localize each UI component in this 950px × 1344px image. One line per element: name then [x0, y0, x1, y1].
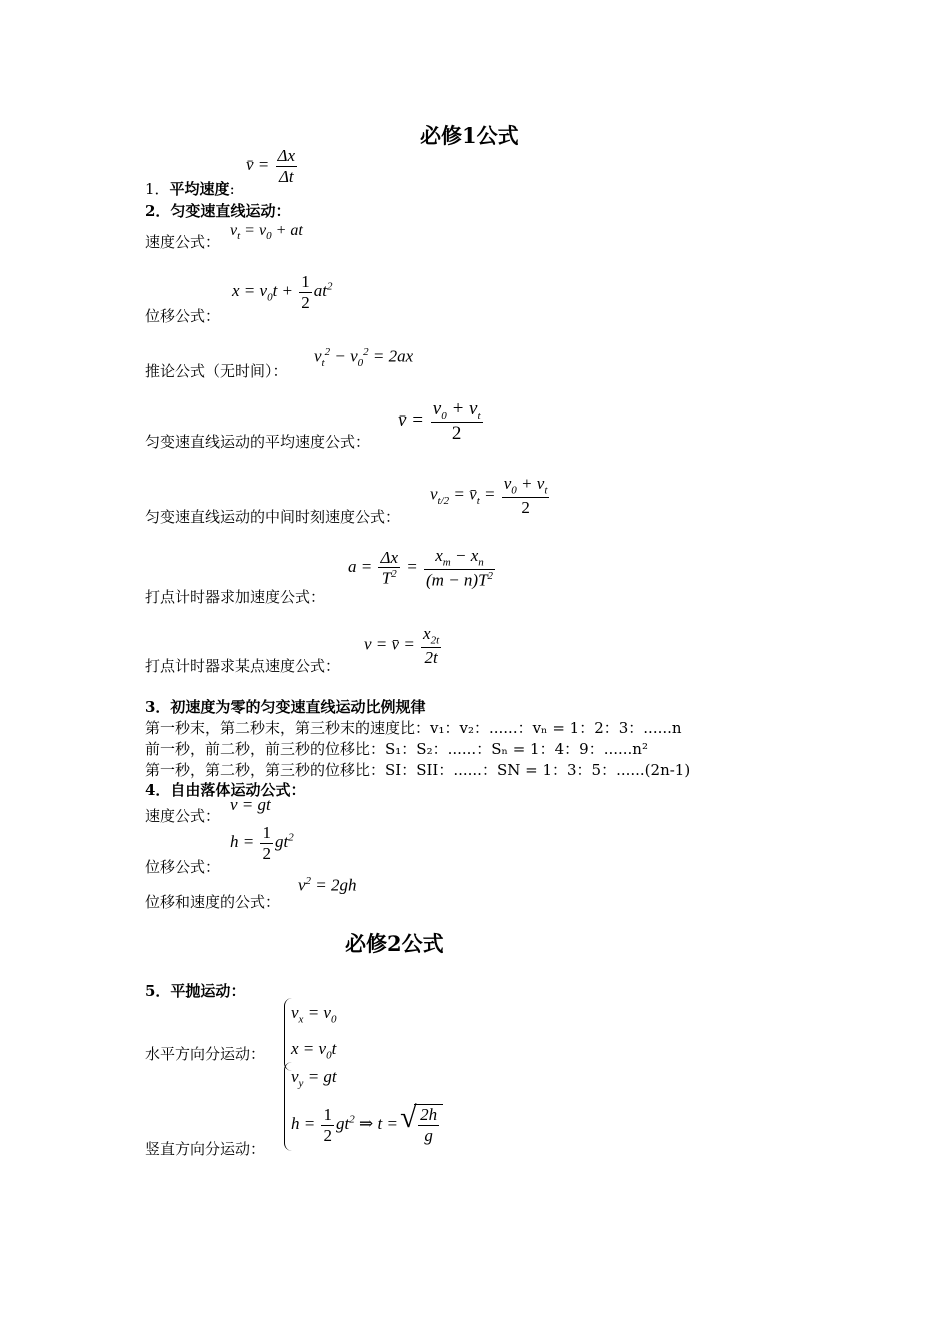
- label-horizontal-motion: 水平方向分运动：: [145, 1045, 266, 1063]
- label-free-fall-dv: 位移和速度的公式：: [145, 893, 281, 911]
- section-1-heading: 1．平均速度:: [145, 180, 235, 198]
- section-2-heading: 2．匀变速直线运动：: [145, 202, 291, 220]
- formula-timer-acceleration: a = $\frac{\Delta x}{T^2}$ = $\frac{x_m - x_n}{(m - n)T^2}$: [348, 546, 494, 590]
- formula-avg-velocity: v̄ = $\frac{v_0 + v_t}{2}$: [398, 398, 481, 445]
- formula-speed: $v_t = v_0$ + at: [230, 222, 303, 243]
- formula-free-fall-displacement: h = $\frac{1}{2}$ $gt^2$: [230, 823, 294, 863]
- ratio-velocity: 第一秒末，第二秒末，第三秒末的速度比：v₁：v₂：......：vₙ = 1：2：3：......n: [145, 719, 682, 737]
- label-avg-velocity: 匀变速直线运动的平均速度公式：: [145, 433, 371, 451]
- formula-inference: $v_t^2 - v_0^2 = 2ax$: [314, 346, 414, 370]
- formula-mid-time-velocity: $v_{t/2}$ = $v̄_t$ = $\frac{v_0 + v_t}{2}$: [430, 474, 548, 518]
- label-free-fall-displacement: 位移公式：: [145, 858, 221, 876]
- label-displacement-formula: 位移公式：: [145, 307, 221, 325]
- label-vertical-motion: 竖直方向分运动：: [145, 1140, 266, 1158]
- label-timer-acceleration: 打点计时器求加速度公式：: [145, 588, 326, 606]
- section-3-heading: 3．初速度为零的匀变速直线运动比例规律: [145, 698, 426, 716]
- formula-free-fall-dv: $v^2 = 2gh$: [298, 875, 357, 895]
- section-5-heading: 5．平抛运动：: [145, 982, 246, 1000]
- formula-vertical-motion: $v_y$ = gt h = $\frac{1}{2}$ $gt^2$ ⇒ t = √ $\frac{2h}{g}$: [284, 1062, 443, 1151]
- formula-horizontal-motion: $v_x = v_0$ $x = v_0t$: [284, 998, 336, 1071]
- label-inference-formula: 推论公式（无时间）：: [145, 362, 288, 380]
- label-mid-time-velocity: 匀变速直线运动的中间时刻速度公式：: [145, 508, 401, 526]
- label-speed-formula: 速度公式：: [145, 233, 221, 251]
- page-title-1: 必修1公式: [420, 123, 519, 148]
- label-free-fall-speed: 速度公式：: [145, 807, 221, 825]
- label-timer-velocity: 打点计时器求某点速度公式：: [145, 657, 341, 675]
- formula-displacement: $x = v_0t$ + $\frac{1}{2}$ $at^2$: [232, 272, 333, 312]
- formula-free-fall-speed: v = gt: [230, 795, 271, 814]
- page-title-2: 必修2公式: [345, 931, 444, 956]
- section-4-heading: 4．自由落体运动公式：: [145, 781, 306, 799]
- ratio-displacement-per-second: 第一秒，第二秒，第三秒的位移比：SI：SII：......：SN = 1：3：5：......(2n-1): [145, 761, 691, 779]
- ratio-displacement-cumulative: 前一秒，前二秒，前三秒的位移比：S₁：S₂：......：Sₙ = 1：4：9：......n²: [145, 740, 648, 758]
- formula-timer-velocity: v = v̄ = $\frac{x_{2t}}{2t}$: [364, 624, 440, 668]
- formula-average-velocity: v̄ = $\frac{\Delta x}{\Delta t}$: [246, 146, 296, 186]
